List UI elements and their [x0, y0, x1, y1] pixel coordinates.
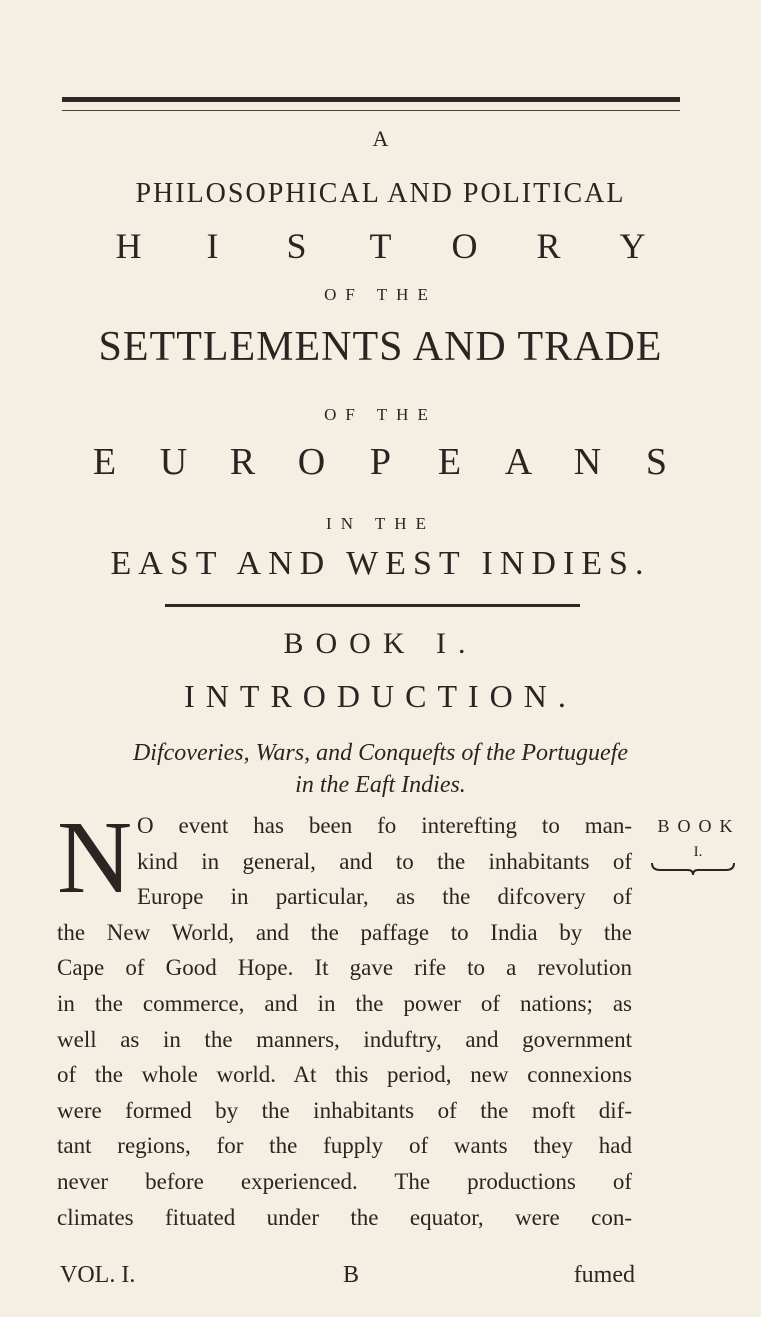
body-paragraph: [57, 800, 632, 1235]
body-line: in the commerce, and in the power of nations; as: [57, 990, 632, 1016]
body-line: Cape of Good Hope. It gave rife to a revolution: [57, 955, 632, 981]
title-article: A: [372, 126, 389, 151]
title-europeans: [0, 440, 761, 484]
title-east-west-indies: EAST AND WEST INDIES.: [110, 545, 651, 582]
chapter-summary-line-2: in the Eaft Indies.: [295, 772, 466, 798]
history-letter: R: [536, 226, 561, 266]
title-of-the-2: OF THE: [324, 405, 437, 424]
europeans-letter: N: [573, 441, 602, 483]
europeans-letter: E: [437, 441, 462, 483]
body-line: Europe in particular, as the difcovery of: [137, 884, 632, 910]
signature-mark: B: [343, 1262, 360, 1288]
margin-book-number: I.: [693, 844, 703, 860]
history-letter: S: [286, 226, 307, 266]
body-line: were formed by the inhabitants of the moft dif-: [57, 1097, 632, 1123]
history-letter: H: [115, 226, 142, 266]
history-letter: O: [451, 226, 478, 266]
chapter-heading: INTRODUCTION.: [184, 678, 577, 714]
section-rule: [165, 604, 580, 607]
margin-book-label: BOOK: [657, 816, 741, 836]
chapter-summary-line-1: Difcoveries, Wars, and Conquefts of the Portuguefe: [132, 740, 629, 766]
history-letter: Y: [619, 226, 646, 266]
catchword: fumed: [573, 1262, 635, 1288]
body-line: kind in general, and to the inhabitants of: [137, 848, 632, 874]
europeans-letter: S: [645, 441, 668, 483]
title-line-philosophical: PHILOSOPHICAL AND POLITICAL: [135, 178, 626, 209]
body-line: O event has been fo interefting to man-: [137, 813, 632, 838]
body-line: well as in the manners, induftry, and government: [57, 1026, 632, 1052]
europeans-letter: U: [159, 441, 188, 483]
title-settlements: SETTLEMENTS AND TRADE: [98, 324, 663, 370]
body-line: tant regions, for the fupply of wants they had: [57, 1133, 632, 1159]
body-line: of the whole world. At this period, new connexions: [57, 1062, 632, 1088]
title-history: [0, 225, 761, 267]
top-rule: [62, 97, 680, 102]
volume-number: VOL. I.: [60, 1262, 136, 1288]
title-in-the: IN THE: [326, 514, 435, 533]
top-rule-thin: [62, 110, 680, 111]
europeans-letter: R: [229, 441, 256, 483]
drop-cap: N: [57, 800, 133, 915]
europeans-letter: P: [369, 441, 392, 483]
history-letter: T: [369, 226, 392, 266]
europeans-letter: O: [297, 441, 326, 483]
europeans-letter: A: [504, 441, 533, 483]
body-line: the New World, and the paffage to India by the: [57, 919, 632, 945]
page-footer: [60, 1262, 635, 1294]
book-heading: BOOK I.: [283, 627, 478, 660]
title-of-the-1: OF THE: [324, 285, 437, 304]
margin-brace-icon: [650, 862, 736, 876]
body-line: never before experienced. The productions of: [57, 1168, 632, 1194]
europeans-letter: E: [92, 441, 117, 483]
body-line: climates fituated under the equator, were con-: [57, 1204, 632, 1230]
history-letter: I: [206, 226, 219, 266]
